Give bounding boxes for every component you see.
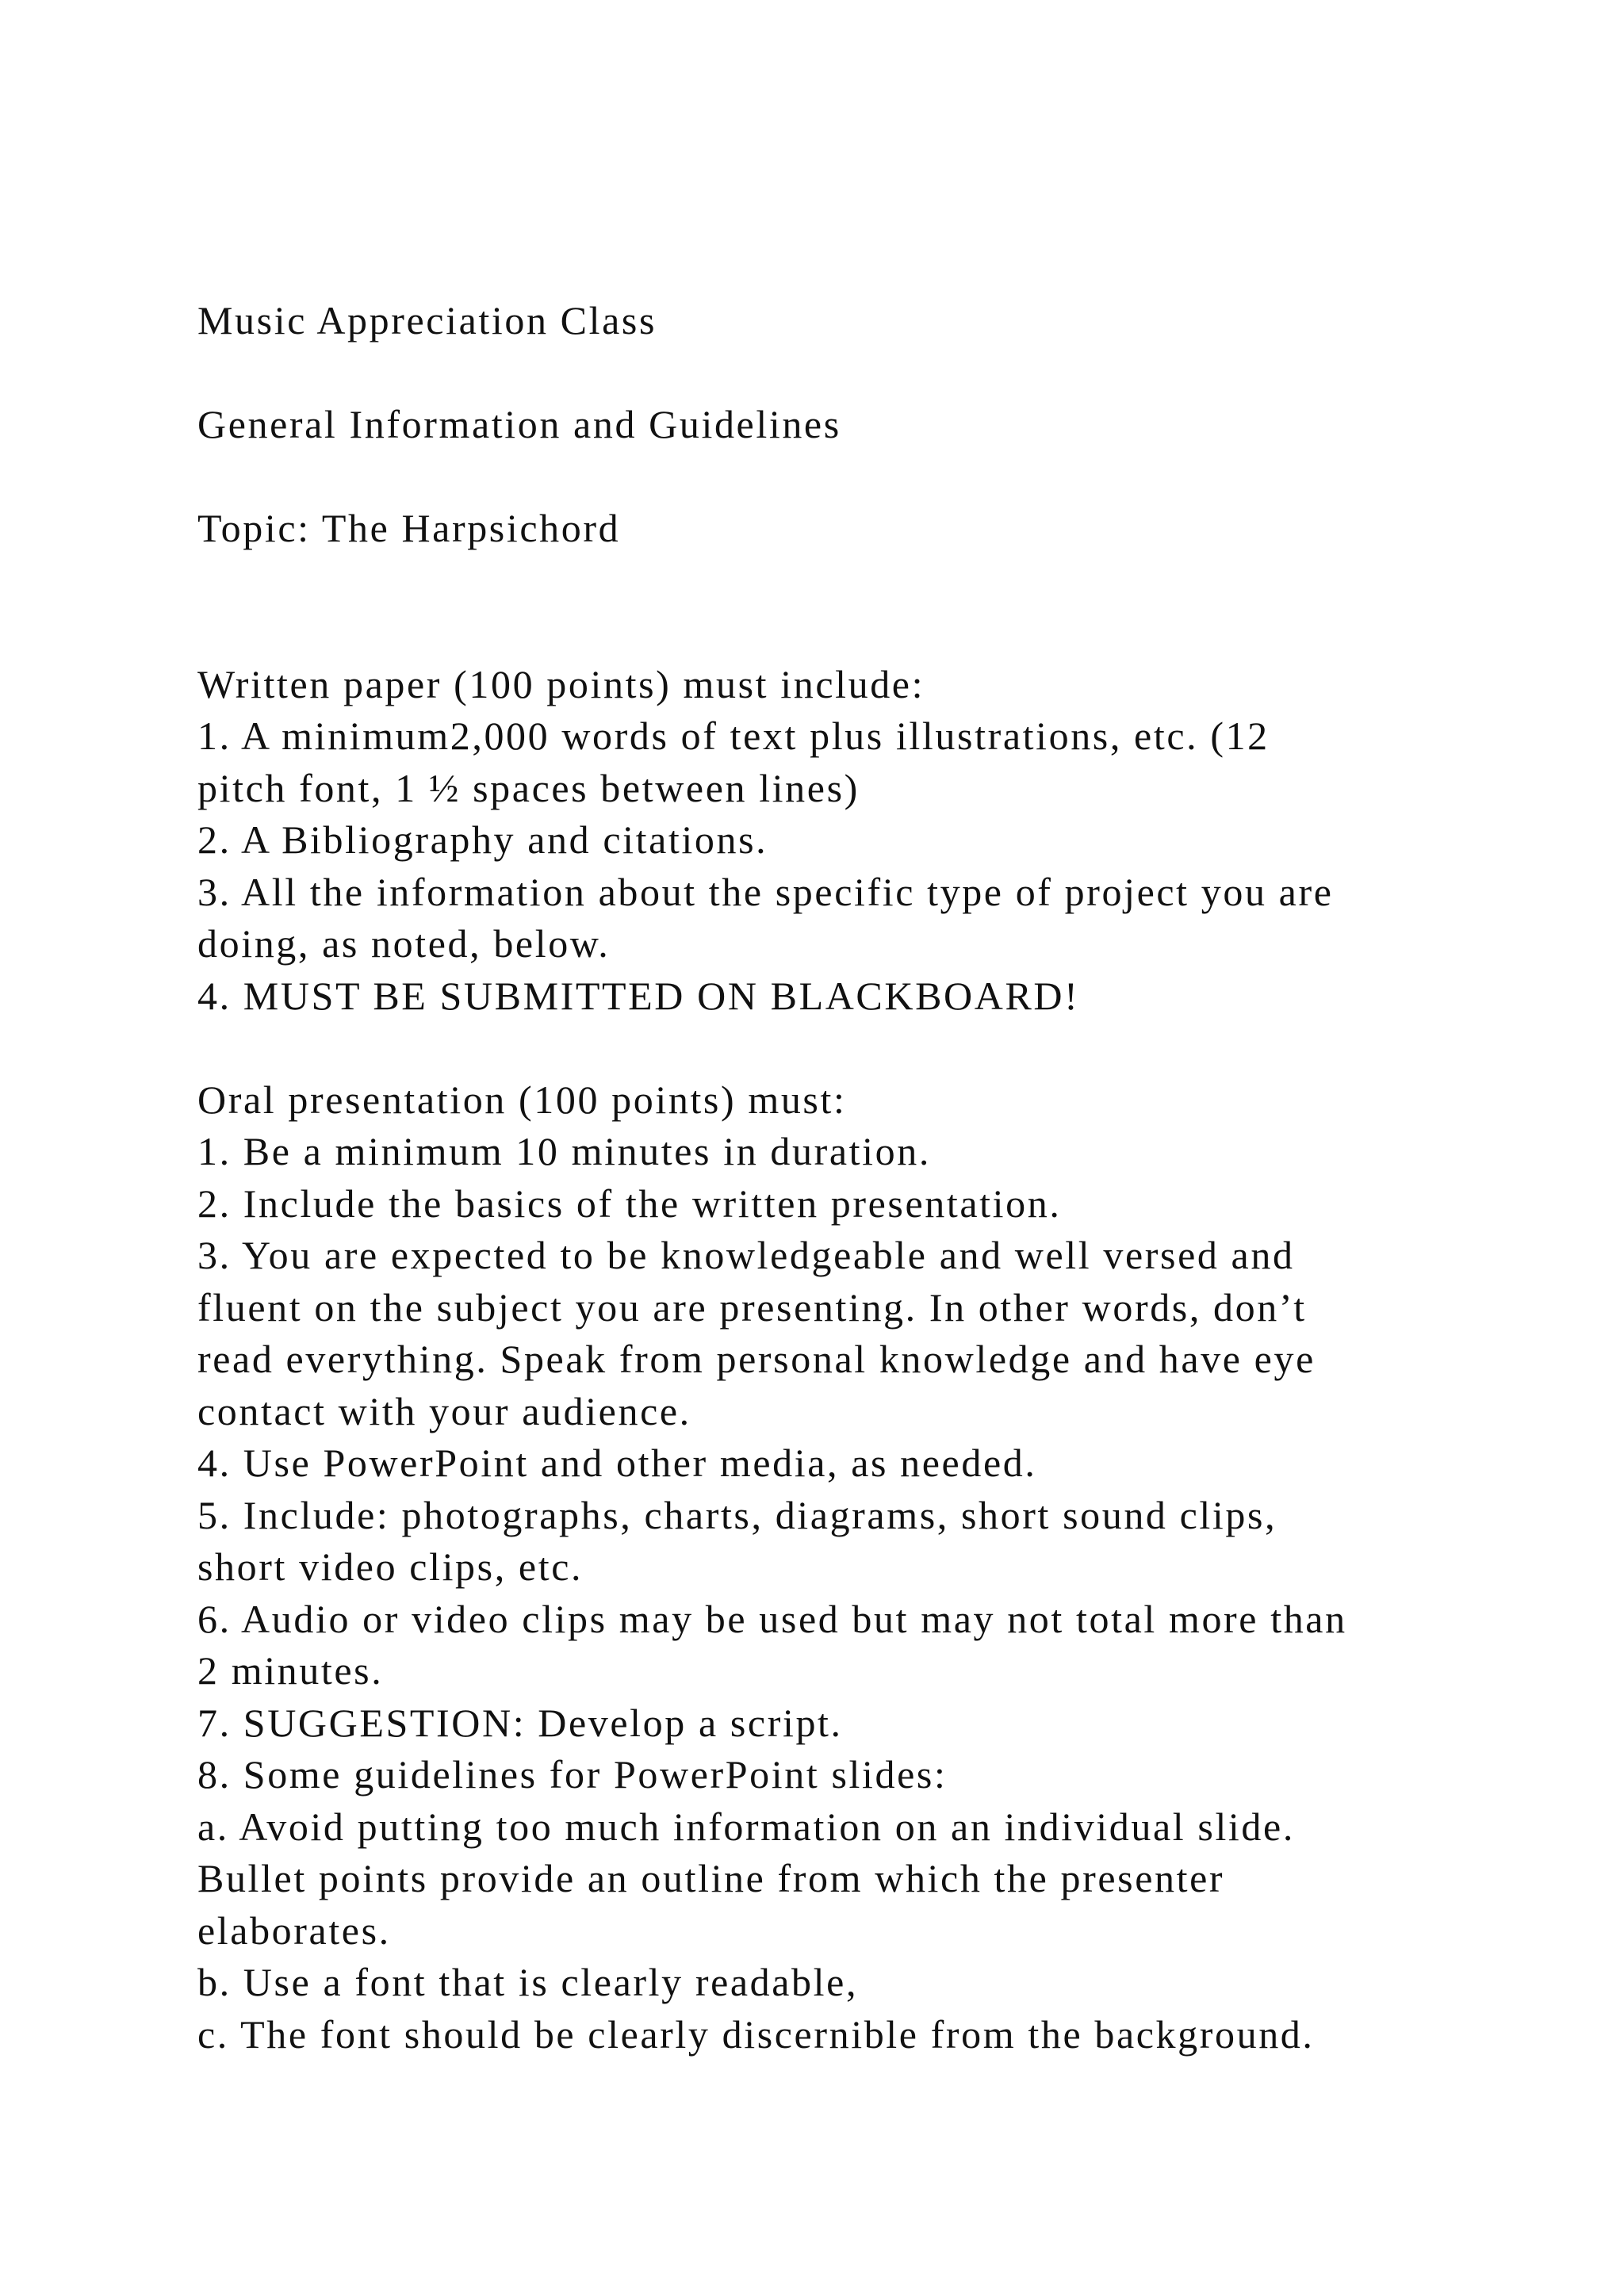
written-paper-line: doing, as noted, below. bbox=[197, 921, 611, 966]
oral-presentation-line: 1. Be a minimum 10 minutes in duration. bbox=[197, 1129, 931, 1173]
document-body bbox=[197, 295, 1545, 2061]
oral-presentation-line: 3. You are expected to be knowledgeable and well versed and bbox=[197, 1233, 1295, 1277]
oral-presentation-line: 7. SUGGESTION: Develop a script. bbox=[197, 1700, 843, 1745]
oral-presentation-line: a. Avoid putting too much information on an individual slide. bbox=[197, 1804, 1295, 1849]
document-title: Music Appreciation Class bbox=[197, 298, 657, 342]
written-paper-line: pitch font, 1 ½ spaces between lines) bbox=[197, 765, 860, 810]
oral-presentation-line: fluent on the subject you are presenting. In other words, don’t bbox=[197, 1284, 1307, 1330]
oral-presentation-line: c. The font should be clearly discernible from the background. bbox=[197, 2011, 1315, 2057]
spacer bbox=[197, 451, 1545, 503]
oral-presentation-line: b. Use a font that is clearly readable, bbox=[197, 1960, 859, 2004]
written-paper-line: 4. MUST BE SUBMITTED ON BLACKBOARD! bbox=[197, 973, 1080, 1018]
oral-presentation-line: 5. Include: photographs, charts, diagrams, short sound clips, bbox=[197, 1492, 1277, 1537]
written-paper-line: 3. All the information about the specific type of project you are bbox=[197, 869, 1334, 914]
oral-presentation-line: 8. Some guidelines for PowerPoint slides: bbox=[197, 1752, 948, 1797]
oral-presentation-line: 4. Use PowerPoint and other media, as needed. bbox=[197, 1441, 1037, 1485]
document-topic: Topic: The Harpsichord bbox=[197, 506, 621, 550]
oral-presentation-line: 2. Include the basics of the written presentation. bbox=[197, 1181, 1062, 1226]
oral-presentation-line: 2 minutes. bbox=[197, 1648, 384, 1693]
spacer bbox=[197, 555, 1545, 659]
written-paper-line: 1. A minimum2,000 words of text plus illustrations, etc. (12 bbox=[197, 714, 1270, 758]
oral-presentation-heading: Oral presentation (100 points) must: bbox=[197, 1077, 847, 1122]
oral-presentation-line: 6. Audio or video clips may be used but may not total more than bbox=[197, 1596, 1347, 1641]
spacer bbox=[197, 1022, 1545, 1074]
spacer bbox=[197, 347, 1545, 400]
written-paper-heading: Written paper (100 points) must include: bbox=[197, 661, 925, 706]
written-paper-line: 2. A Bibliography and citations. bbox=[197, 817, 768, 862]
oral-presentation-section bbox=[197, 1074, 1545, 2061]
document-subtitle: General Information and Guidelines bbox=[197, 402, 841, 446]
written-paper-section bbox=[197, 659, 1545, 1023]
oral-presentation-line: short video clips, etc. bbox=[197, 1544, 584, 1589]
oral-presentation-line: contact with your audience. bbox=[197, 1388, 691, 1433]
oral-presentation-line: read everything. Speak from personal knowledge and have eye bbox=[197, 1337, 1316, 1381]
oral-presentation-line: Bullet points provide an outline from which the presenter bbox=[197, 1856, 1225, 1900]
oral-presentation-line: elaborates. bbox=[197, 1908, 391, 1953]
